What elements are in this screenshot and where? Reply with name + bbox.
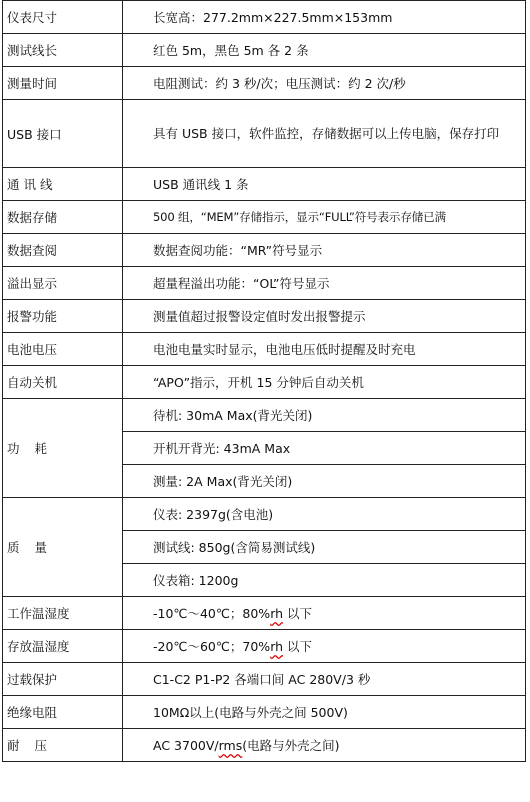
mass-label: 质量	[3, 498, 123, 597]
value-text: -20℃～60℃；70%	[153, 639, 271, 654]
row-value: 长宽高：277.2mm×227.5mm×153mm	[123, 1, 526, 34]
row-label: 自动关机	[3, 366, 123, 399]
power-item: 待机: 30mA Max(背光关闭)	[123, 399, 526, 432]
table-row	[3, 399, 526, 432]
table-row	[3, 630, 526, 663]
row-label: 测量时间	[3, 67, 123, 100]
row-label: 报警功能	[3, 300, 123, 333]
table-row	[3, 100, 526, 168]
power-item: 开机开背光: 43mA Max	[123, 432, 526, 465]
row-value: 数据查阅功能：“MR”符号显示	[123, 234, 526, 267]
table-row	[3, 67, 526, 100]
power-item: 测量: 2A Max(背光关闭)	[123, 465, 526, 498]
row-value: 电池电量实时显示，电池电压低时提醒及时充电	[123, 333, 526, 366]
row-value: 红色 5m，黑色 5m 各 2 条	[123, 34, 526, 67]
row-label: 测试线长	[3, 34, 123, 67]
row-value: 测量值超过报警设定值时发出报警提示	[123, 300, 526, 333]
spellcheck-marked-text: rh	[270, 606, 284, 621]
table-row	[3, 201, 526, 234]
row-value: 具有 USB 接口，软件监控，存储数据可以上传电脑，保存打印	[123, 100, 526, 168]
row-value: 10MΩ以上(电路与外壳之间 500V)	[123, 696, 526, 729]
value-text: 以下	[283, 639, 313, 654]
value-text: AC 3700V/	[153, 738, 219, 753]
table-row	[3, 234, 526, 267]
table-row	[3, 696, 526, 729]
row-value	[123, 729, 526, 762]
spec-table	[2, 0, 526, 762]
power-label: 功耗	[3, 399, 123, 498]
value-text: (电路与外壳之间)	[242, 738, 340, 753]
table-row	[3, 498, 526, 531]
row-label: 仪表尺寸	[3, 1, 123, 34]
value-text: -10℃～40℃；80%	[153, 606, 271, 621]
row-value: USB 通讯线 1 条	[123, 168, 526, 201]
row-label: 存放温湿度	[3, 630, 123, 663]
row-label: 通 讯 线	[3, 168, 123, 201]
spellcheck-marked-text: rh	[270, 639, 284, 654]
table-row	[3, 333, 526, 366]
table-row	[3, 300, 526, 333]
row-label: 数据查阅	[3, 234, 123, 267]
table-row	[3, 1, 526, 34]
row-value	[123, 597, 526, 630]
mass-item: 仪表: 2397g(含电池)	[123, 498, 526, 531]
table-row	[3, 729, 526, 762]
table-row	[3, 267, 526, 300]
spellcheck-marked-text: rms	[218, 738, 243, 753]
row-label: 绝缘电阻	[3, 696, 123, 729]
mass-item: 测试线: 850g(含简易测试线)	[123, 531, 526, 564]
table-row	[3, 366, 526, 399]
row-value: 超量程溢出功能：“OL”符号显示	[123, 267, 526, 300]
mass-item: 仪表箱: 1200g	[123, 564, 526, 597]
table-row	[3, 34, 526, 67]
row-label: 数据存储	[3, 201, 123, 234]
table-row	[3, 663, 526, 696]
row-label: 耐压	[3, 729, 123, 762]
row-label: 过载保护	[3, 663, 123, 696]
row-value: 500 组，“MEM”存储指示，显示“FULL”符号表示存储已满	[123, 201, 526, 234]
row-value: C1-C2 P1-P2 各端口间 AC 280V/3 秒	[123, 663, 526, 696]
row-value: 电阻测试：约 3 秒/次；电压测试：约 2 次/秒	[123, 67, 526, 100]
row-label: 电池电压	[3, 333, 123, 366]
table-row	[3, 597, 526, 630]
row-value: “APO”指示，开机 15 分钟后自动关机	[123, 366, 526, 399]
row-label: USB 接口	[3, 100, 123, 168]
table-row	[3, 168, 526, 201]
row-label: 工作温湿度	[3, 597, 123, 630]
value-text: 以下	[283, 606, 313, 621]
row-value	[123, 630, 526, 663]
row-label: 溢出显示	[3, 267, 123, 300]
